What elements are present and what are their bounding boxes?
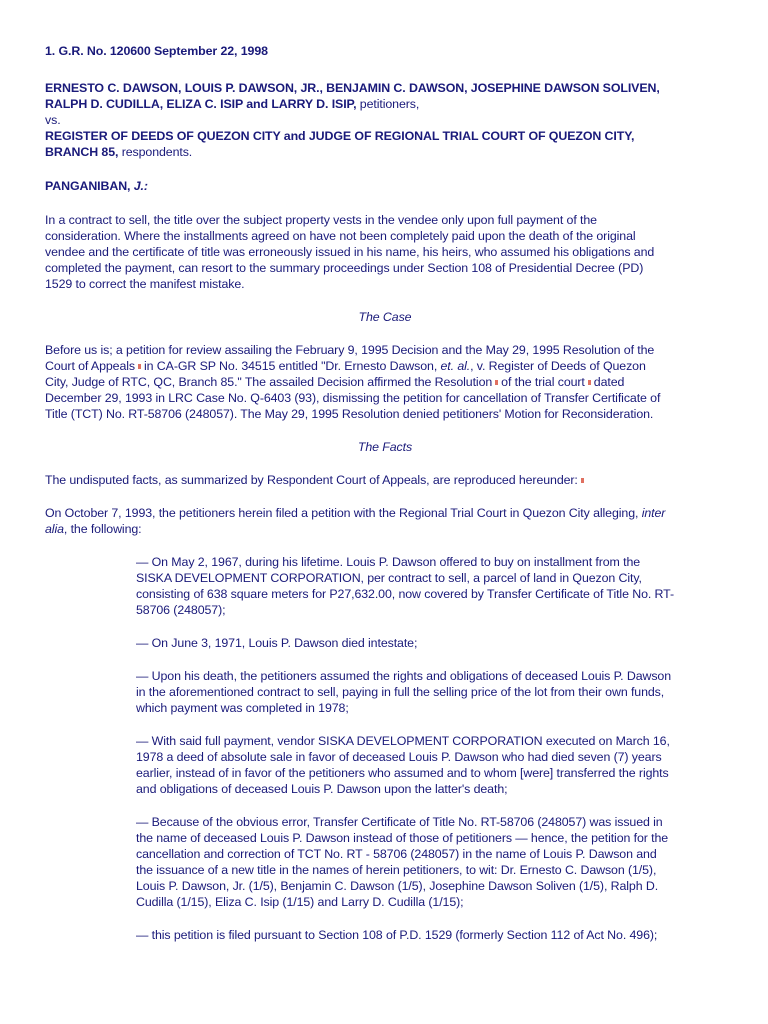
- case-paragraph: [45, 342, 725, 422]
- footnote-marker[interactable]: [495, 380, 498, 385]
- intro-line: In a contract to sell, the title over the subject property vests in the vendee only upon full payment of the: [45, 213, 597, 227]
- case-text: City, Judge of RTC, QC, Branch 85." The assailed Decision affirmed the Resolution: [45, 375, 493, 389]
- allegation-line: — With said full payment, vendor SISKA DEVELOPMENT CORPORATION executed on March 16,: [136, 734, 670, 748]
- petitioners-line: ERNESTO C. DAWSON, LOUIS P. DAWSON, JR., BENJAMIN C. DAWSON, JOSEPHINE DAWSON SOLIVEN,: [45, 81, 660, 95]
- intro-line: 1529 to correct the manifest mistake.: [45, 277, 245, 291]
- petitioner-names: RALPH D. CUDILLA, ELIZA C. ISIP and LARRY D. ISIP,: [45, 97, 357, 111]
- ponente-title: J.:: [133, 179, 148, 193]
- case-text: Court of Appeals: [45, 359, 136, 373]
- allegation-item: [136, 814, 721, 910]
- case-number: 1. G.R. No. 120600 September 22, 1998: [45, 44, 268, 58]
- petitioners-label: petitioners,: [356, 97, 420, 111]
- ponente-name: PANGANIBAN,: [45, 179, 134, 193]
- respondent-names: BRANCH 85,: [45, 145, 119, 159]
- allegation-line: earlier, instead of in favor of the petitioners who assumed and to whom [were] transferred the rights: [136, 766, 669, 780]
- allegation-item: [136, 554, 721, 618]
- allegation-line: the issuance of a new title in the names of herein petitioners, to wit: Dr. Ernesto C. Dawson (1/5),: [136, 863, 657, 877]
- intro-line: completed the payment, can resort to the summary proceedings under Section 108 of Presidential Decree (PD): [45, 261, 644, 275]
- facts-intro-text: The undisputed facts, as summarized by Respondent Court of Appeals, are reproduced hereunder:: [45, 473, 578, 487]
- heading-the-case: The Case: [358, 310, 412, 324]
- case-line: Title (TCT) No. RT-58706 (248057). The May 29, 1995 Resolution denied petitioners' Motion for Reconsideration.: [45, 407, 654, 421]
- allegation-line: — Upon his death, the petitioners assumed the rights and obligations of deceased Louis P. Dawson: [136, 669, 672, 683]
- case-text: dated: [593, 375, 625, 389]
- allegation-line: SISKA DEVELOPMENT CORPORATION, per contract to sell, a parcel of land in Quezon City,: [136, 571, 642, 585]
- allegation-line: 1978 a deed of absolute sale in favor of deceased Louis P. Dawson who had died seven (7) years: [136, 750, 662, 764]
- case-line: [45, 374, 725, 390]
- case-text: , v. Register of Deeds of Quezon: [470, 359, 646, 373]
- allegation-line: — this petition is filed pursuant to Section 108 of P.D. 1529 (formerly Section 112 of Act No. 496);: [136, 928, 658, 942]
- footnote-marker[interactable]: [581, 478, 584, 483]
- allegation-line: the name of deceased Louis P. Dawson instead of those of petitioners — hence, the petition for the: [136, 831, 669, 845]
- ponente: [45, 178, 725, 194]
- intro-line: vendee and the certificate of title was erroneously issued in his name, his heirs, who assumed his obligations and: [45, 245, 655, 259]
- petition-text: On October 7, 1993, the petitioners herein filed a petition with the Regional Trial Court in Quezon City alleging,: [45, 506, 642, 520]
- petition-line: [45, 505, 725, 521]
- petition-text-italic: alia: [45, 522, 64, 536]
- intro-paragraph: [45, 212, 725, 292]
- respondents-label: respondents.: [118, 145, 193, 159]
- case-text: in CA-GR SP No. 34515 entitled "Dr. Ernesto Dawson,: [144, 359, 441, 373]
- petitioners-block: [45, 80, 725, 160]
- allegation-line: which payment was completed in 1978;: [136, 701, 349, 715]
- petition-paragraph: [45, 505, 725, 537]
- petitioners-line: [45, 96, 725, 112]
- petition-text: , the following:: [63, 522, 142, 536]
- footnote-marker[interactable]: [588, 380, 591, 385]
- allegation-line: cancellation and correction of TCT No. RT - 58706 (248057) in the name of Louis P. Dawson and: [136, 847, 657, 861]
- case-text-italic: et. al.: [440, 359, 471, 373]
- allegation-line: consisting of 638 square meters for P27,632.00, now covered by Transfer Certificate of Title No. RT-: [136, 587, 674, 601]
- petition-line: [45, 521, 725, 537]
- allegation-line: — Because of the obvious error, Transfer Certificate of Title No. RT-58706 (248057) was issued in: [136, 815, 663, 829]
- allegation-line: Louis P. Dawson, Jr. (1/5), Benjamin C. Dawson (1/5), Josephine Dawson Soliven (1/5), Ralph D.: [136, 879, 659, 893]
- allegation-item: [136, 668, 721, 716]
- case-line: December 29, 1993 in LRC Case No. Q-6403 (93), dismissing the petition for cancellation of Transfer Certificate of: [45, 391, 661, 405]
- case-text: of the trial court: [501, 375, 585, 389]
- footnote-marker[interactable]: [138, 364, 141, 369]
- versus-label: vs.: [45, 113, 61, 127]
- petition-text-italic: inter: [641, 506, 666, 520]
- respondents-line: [45, 144, 725, 160]
- respondents-line: REGISTER OF DEEDS OF QUEZON CITY and JUDGE OF REGIONAL TRIAL COURT OF QUEZON CITY,: [45, 129, 635, 143]
- allegation-line: — On May 2, 1967, during his lifetime. Louis P. Dawson offered to buy on installment from the: [136, 555, 641, 569]
- allegation-line: in the aforementioned contract to sell, paying in full the selling price of the lot from their own funds,: [136, 685, 665, 699]
- case-line: [45, 358, 725, 374]
- heading-the-facts: The Facts: [357, 440, 413, 454]
- allegation-item: [136, 927, 721, 943]
- document-page: [45, 43, 725, 943]
- case-line: Before us is; a petition for review assailing the February 9, 1995 Decision and the May 29, 1995 Resolution of the: [45, 343, 655, 357]
- allegation-item: [136, 635, 721, 651]
- allegation-line: 58706 (248057);: [136, 603, 226, 617]
- allegation-line: and obligations of deceased Louis P. Dawson upon the latter's death;: [136, 782, 508, 796]
- facts-intro: [45, 472, 725, 488]
- allegation-item: [136, 733, 721, 797]
- allegation-line: Cudilla (1/15), Eliza C. Isip (1/15) and Larry D. Cudilla (1/15);: [136, 895, 464, 909]
- allegation-line: — On June 3, 1971, Louis P. Dawson died intestate;: [136, 636, 418, 650]
- intro-line: consideration. Where the installments agreed on have not been completely paid upon the death of the original: [45, 229, 636, 243]
